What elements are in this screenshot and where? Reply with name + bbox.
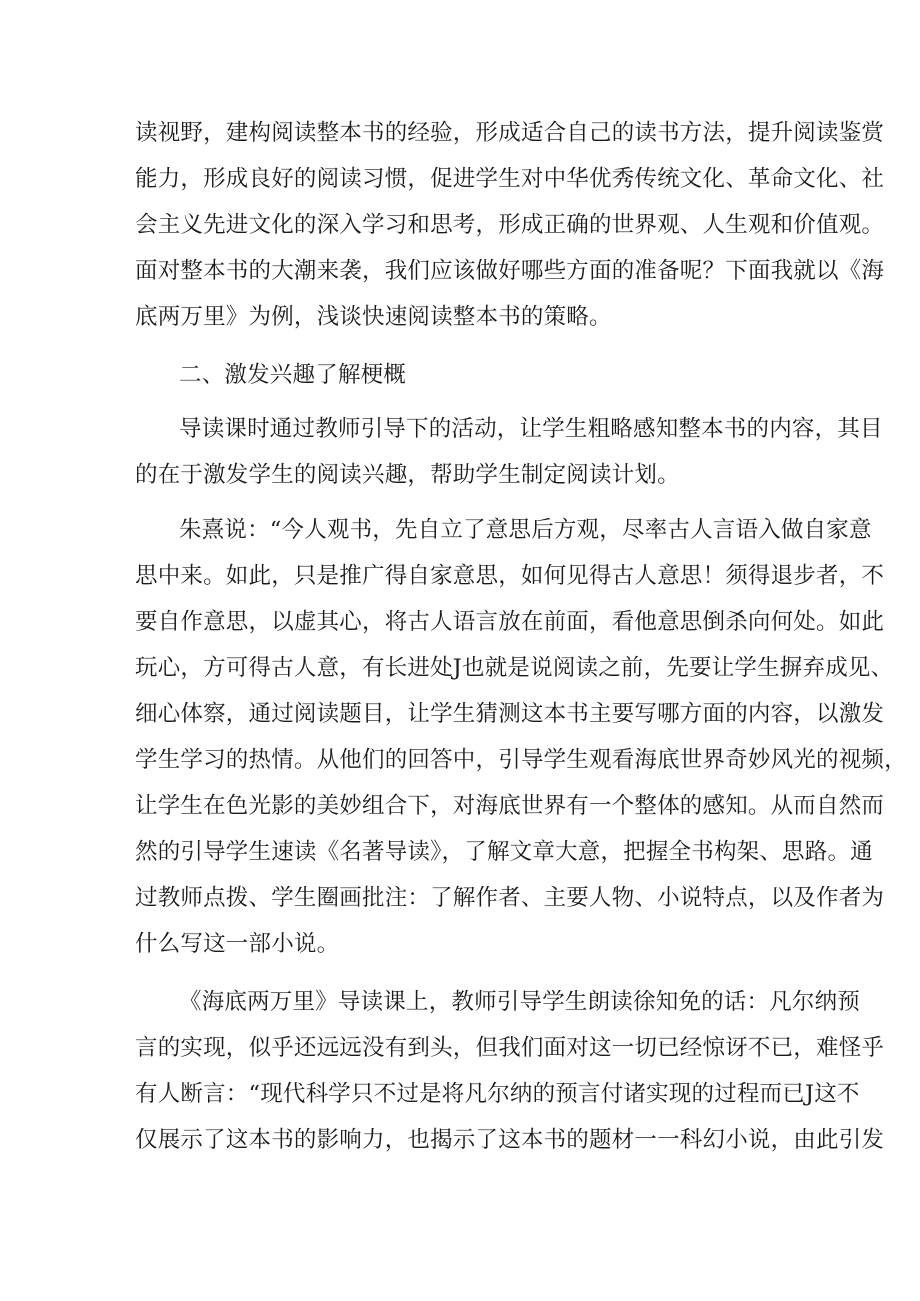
text-line: 的在于激发学生的阅读兴趣，帮助学生制定阅读计划。 bbox=[135, 462, 680, 488]
text-line: 学生学习的热情。从他们的回答中，引导学生观看海底世界奇妙风光的视频， bbox=[135, 747, 907, 773]
text-line: 能力，形成良好的阅读习惯，促进学生对中华优秀传统文化、革命文化、社 bbox=[135, 166, 885, 192]
text-line: 朱熹说：“今人观书，先自立了意思后方观，尽率古人言语入做自家意 bbox=[179, 517, 872, 543]
text-line: 读视野，建构阅读整本书的经验，形成适合自己的读书方法，提升阅读鉴赏 bbox=[135, 120, 885, 146]
text-line: 有人断言：“现代科学只不过是将凡尔纳的预言付诸实现的过程而已J这不 bbox=[135, 1081, 860, 1107]
text-line: 底两万里》为例，浅谈快速阅读整本书的策略。 bbox=[135, 304, 612, 330]
text-line: 什么写这一部小说。 bbox=[135, 931, 340, 957]
text-line: 细心体察，通过阅读题目，让学生猜测这本书主要写哪方面的内容，以激发 bbox=[135, 701, 885, 727]
text-line: 让学生在色光影的美妙组合下，对海底世界有一个整体的感知。从而自然而 bbox=[135, 793, 885, 819]
text-line: 导读课时通过教师引导下的活动，让学生粗略感知整本书的内容，其目 bbox=[179, 416, 883, 442]
text-line: 思中来。如此，只是推广得自家意思，如何见得古人意思！须得退步者，不 bbox=[135, 563, 885, 589]
section-heading: 二、激发兴趣了解梗概 bbox=[179, 362, 407, 388]
text-line: 面对整本书的大潮来袭，我们应该做好哪些方面的准备呢？下面我就以《海 bbox=[135, 258, 885, 284]
text-line: 要自作意思，以虚其心，将古人语言放在前面，看他意思倒杀向何处。如此 bbox=[135, 609, 885, 635]
text-line: 言的实现，似乎还远远没有到头，但我们面对这一切已经惊讶不已，难怪乎 bbox=[135, 1035, 885, 1061]
text-line: 玩心，方可得古人意，有长进处J也就是说阅读之前，先要让学生摒弃成见、 bbox=[135, 655, 894, 681]
text-line: 《海底两万里》导读课上，教师引导学生朗读徐知免的话：凡尔纳预 bbox=[179, 989, 861, 1015]
text-line: 会主义先进文化的深入学习和思考，形成正确的世界观、人生观和价值观。 bbox=[135, 212, 885, 238]
text-line: 仅展示了这本书的影响力，也揭示了这本书的题材一一科幻小说，由此引发 bbox=[135, 1127, 885, 1153]
text-line: 然的引导学生速读《名著导读》，了解文章大意，把握全书构架、思路。通 bbox=[135, 839, 873, 865]
text-line: 过教师点拨、学生圈画批注：了解作者、主要人物、小说特点，以及作者为 bbox=[135, 885, 885, 911]
